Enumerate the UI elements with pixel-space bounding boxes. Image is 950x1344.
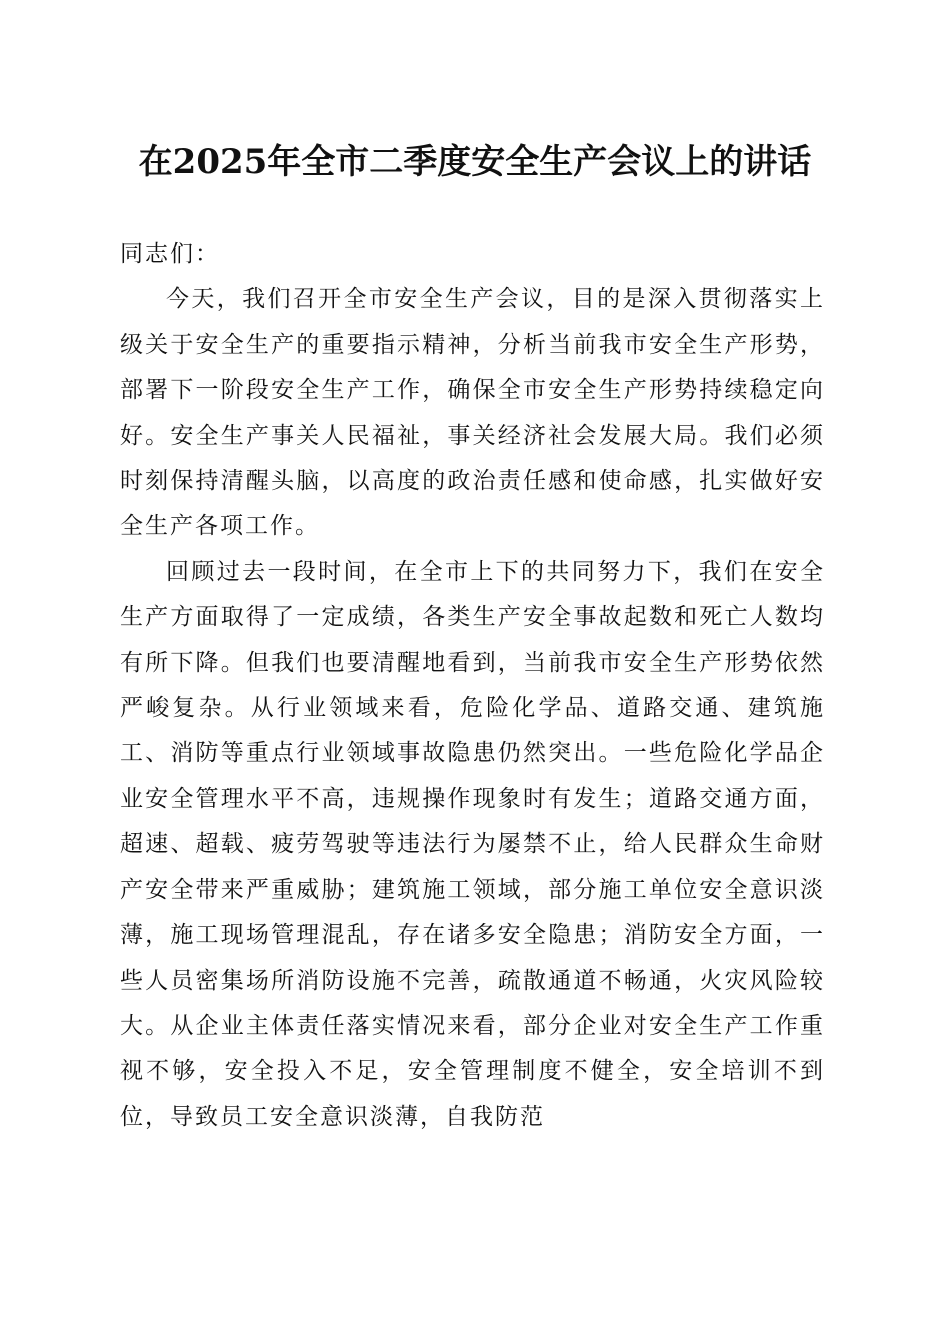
paragraph-intro: 今天，我们召开全市安全生产会议，目的是深入贯彻落实上级关于安全生产的重要指示精神，分析当前我市安全生产形势，部署下一阶段安全生产工作，确保全市安全生产形势持续稳定向好。安全生产事关人民福祉，事关经济社会发展大局。我们必须时刻保持清醒头脑，以高度的政治责任感和使命感，扎实做好安全生产各项工作。 (120, 286, 825, 540)
document-body (120, 232, 825, 1140)
paragraph-review: 回顾过去一段时间，在全市上下的共同努力下，我们在安全生产方面取得了一定成绩，各类生产安全事故起数和死亡人数均有所下降。但我们也要清醒地看到，当前我市安全生产形势依然严峻复杂。从行业领域来看，危险化学品、道路交通、建筑施工、消防等重点行业领域事故隐患仍然突出。一些危险化学品企业安全管理水平不高，违规操作现象时有发生；道路交通方面，超速、超载、疲劳驾驶等违法行为屡禁不止，给人民群众生命财产安全带来严重威胁；建筑施工领域，部分施工单位安全意识淡薄，施工现场管理混乱，存在诸多安全隐患；消防安全方面，一些人员密集场所消防设施不完善，疏散通道不畅通，火灾风险较大。从企业主体责任落实情况来看，部分企业对安全生产工作重视不够，安全投入不足，安全管理制度不健全，安全培训不到位，导致员工安全意识淡薄，自我防范 (120, 558, 825, 1130)
salutation: 同志们： (120, 241, 220, 267)
document-title: 在2025年全市二季度安全生产会议上的讲话 (138, 142, 812, 182)
